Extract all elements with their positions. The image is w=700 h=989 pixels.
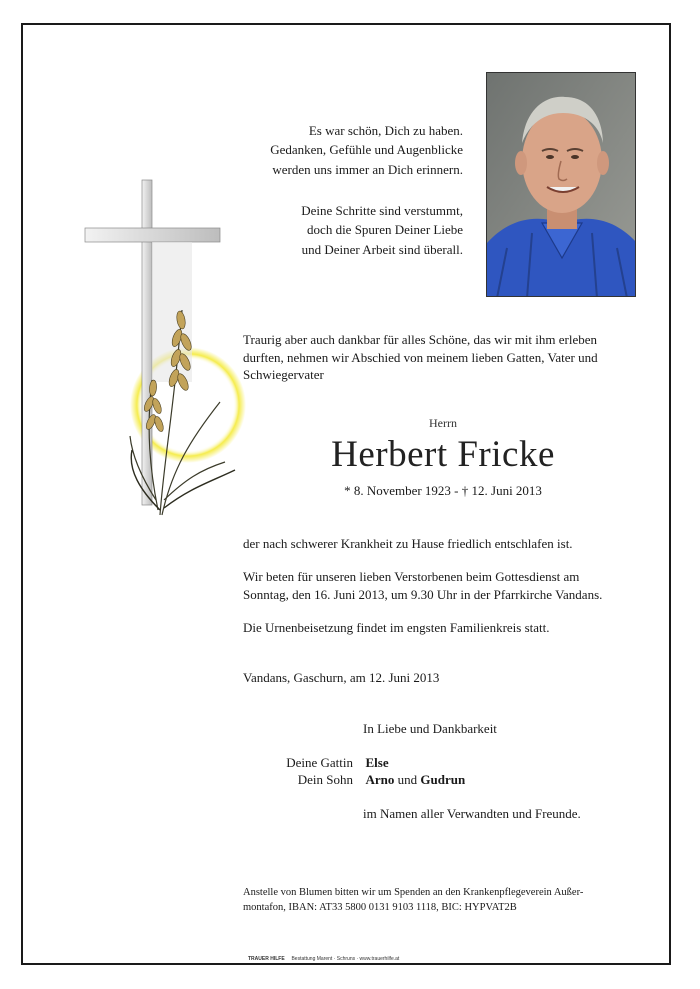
urn-note: Die Urnenbeisetzung findet im engsten Familienkreis statt. [243,620,550,635]
salutation: Herrn [429,416,457,430]
intro-paragraph [243,331,643,384]
poem-line: doch die Spuren Deiner Liebe [307,222,463,238]
intro-line: durften, nehmen wir Abschied von meinem lieben Gatten, Vater und [243,349,598,365]
mourner-role: Deine Gattin [286,755,353,770]
poem-stanza-2 [230,201,463,259]
family-note: im Namen aller Verwandten und Freunde. [363,806,581,821]
donation-line: Anstelle von Blumen bitten wir um Spenden an den Krankenpflegeverein Außer- [243,887,584,898]
service-line: Sonntag, den 16. Juni 2013, um 9.30 Uhr in der Pfarrkirche Vandans. [243,586,603,602]
footer-imprint [248,956,548,962]
donation-line: montafon, IBAN: AT33 5800 0131 9103 1118, BIC: HYPVAT2B [243,901,517,913]
portrait-illustration [487,73,636,297]
closing-line: In Liebe und Dankbarkeit [363,721,497,736]
mourner-names: Else [365,755,389,770]
service-line: Wir beten für unseren lieben Verstorbenen beim Gottesdienst am [243,569,580,584]
poem-line: werden uns immer an Dich erinnern. [272,161,463,177]
poem-line: Es war schön, Dich zu haben. [308,123,463,138]
footer-brand: TRAUER HILFE [248,956,285,962]
intro-line: Traurig aber auch dankbar für alles Schöne, das wir mit ihm erleben [243,332,598,347]
death-note: der nach schwerer Krankheit zu Hause friedlich entschlafen ist. [243,536,573,551]
place-date: Vandans, Gaschurn, am 12. Juni 2013 [243,670,440,685]
deceased-name: Herbert Fricke [331,434,555,475]
mourner-row [243,754,663,771]
poem-stanza-1 [230,121,463,179]
portrait-photo [486,72,636,297]
footer-detail: Bestattung Marent · Schruns · www.trauerhilfe.at [291,956,400,962]
mourner-names-2: Gudrun [420,772,466,787]
poem-line: Deine Schritte sind verstummt, [301,203,463,218]
poem-line: Gedanken, Gefühle und Augenblicke [270,142,463,158]
mourner-row [243,771,663,788]
intro-line: Schwiegervater [243,367,324,382]
poem-line: und Deiner Arbeit sind überall. [301,241,463,257]
donation-note [243,886,663,915]
mourner-names: Arno [365,772,395,787]
mourner-role: Dein Sohn [297,772,353,787]
mourner-conjunction: und [394,772,421,787]
service-paragraph [243,568,663,603]
life-dates: * 8. November 1923 - † 12. Juni 2013 [344,483,542,498]
